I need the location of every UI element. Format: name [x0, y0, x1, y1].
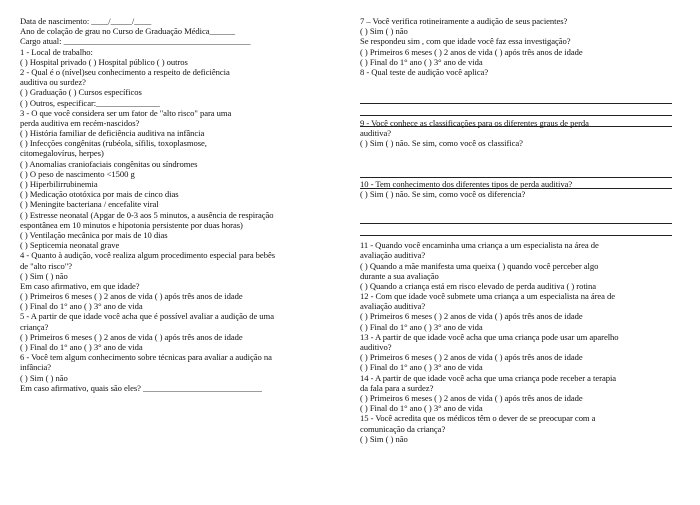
left-line-1: Ano de colação de grau no Curso de Graduação Médica______ [20, 26, 236, 37]
left-line-11: ( ) História familiar de deficiência auditiva na infância [20, 128, 205, 139]
left-line-24: de "alto risco"? [20, 260, 73, 271]
right-line-35: 14 - A partir de que idade você acha que uma criança pode receber a terapia [360, 372, 617, 383]
right-line-34: ( ) Final do 1° ano ( ) 3° ano de vida [360, 362, 483, 373]
left-line-23: 4 - Quanto à audição, você realiza algum procedimento especial para bebês [20, 250, 275, 261]
right-line-11: auditiva? [360, 128, 392, 139]
right-line-32: auditivo? [360, 342, 392, 352]
left-line-35: ( ) Sim ( ) não [20, 372, 68, 383]
right-line-3: ( ) Primeiros 6 meses ( ) 2 anos de vida ( ) após três anos de idade [360, 46, 583, 57]
right-line-25: durante a sua avaliação [360, 270, 439, 281]
right-line-40: comunicação da criança? [360, 423, 446, 434]
answer-line[interactable] [360, 235, 672, 236]
left-line-28: ( ) Final do 1° ano ( ) 3° ano de vida [20, 301, 143, 312]
right-line-4: ( ) Final do 1° ano ( ) 3° ano de vida [360, 56, 483, 67]
left-line-33: 6 - Você tem algum conhecimento sobre técnicas para avaliar a audição na [20, 352, 272, 363]
left-line-9: 3 - O que você considera ser um fator de "alto risco" para uma [20, 107, 232, 118]
right-line-22: 11 - Quando você encaminha uma criança a um especialista na área de [360, 240, 599, 251]
right-line-18 [360, 199, 680, 209]
left-line-12: ( ) Infecções congênitas (rubéola, sífilis, toxoplasmose, [20, 138, 207, 149]
right-line-0: 7 – Você verifica rotineiramente a audição de seus pacientes? [360, 16, 568, 26]
left-line-31: ( ) Primeiros 6 meses ( ) 2 anos de vida ( ) após três anos de idade [20, 331, 243, 342]
left-line-5: 2 - Qual é o (nível)seu conhecimento a respeito de deficiência [20, 66, 230, 77]
right-line-20 [360, 220, 680, 230]
right-line-33: ( ) Primeiros 6 meses ( ) 2 anos de vida ( ) após três anos de idade [360, 352, 583, 363]
questionnaire-right-column [360, 16, 680, 444]
left-line-3: 1 - Local de trabalho: [20, 46, 93, 57]
answer-line[interactable] [360, 115, 672, 116]
left-line-18: ( ) Meningite bacteriana / encefalite viral [20, 199, 159, 210]
right-line-1: ( ) Sim ( ) não [360, 26, 408, 37]
left-line-4: ( ) Hospital privado ( ) Hospital público ( ) outros [20, 56, 188, 67]
left-line-0: Data de nascimento: ____/_____/____ [20, 16, 152, 26]
answer-line[interactable] [360, 103, 672, 104]
right-line-31: 13 - A partir de que idade você acha que uma criança pode usar um aparelho [360, 331, 619, 342]
left-line-10: perda auditiva em recém-nascidos? [20, 117, 140, 128]
right-line-41: ( ) Sim ( ) não [360, 433, 408, 444]
answer-line[interactable] [360, 126, 672, 127]
right-line-38: ( ) Final do 1° ano ( ) 3° ano de vida [360, 403, 483, 414]
right-line-37: ( ) Primeiros 6 meses ( ) 2 anos de vida ( ) após três anos de idade [360, 392, 583, 403]
left-line-32: ( ) Final do 1° ano ( ) 3° ano de vida [20, 342, 143, 352]
right-line-23: avaliação auditiva? [360, 250, 426, 261]
left-line-14: ( ) Anomalias craniofaciais congênitas ou síndromes [20, 158, 198, 169]
right-line-29: ( ) Primeiros 6 meses ( ) 2 anos de vida ( ) após três anos de idade [360, 311, 583, 322]
right-line-9 [360, 108, 680, 118]
left-line-16: ( ) Hiperbilirrubinemia [20, 179, 98, 189]
answer-line[interactable] [360, 177, 672, 178]
left-line-30: criança? [20, 321, 49, 332]
right-line-14 [360, 159, 680, 169]
left-line-17: ( ) Medicação ototóxica por mais de cinco dias [20, 189, 179, 200]
left-line-8: ( ) Outros, especificar:_______________ [20, 97, 160, 108]
right-line-39: 15 - Você acredita que os médicos têm o dever de se preocupar com a [360, 413, 596, 424]
right-line-13 [360, 148, 680, 158]
right-line-30: ( ) Final do 1° ano ( ) 3° ano de vida [360, 321, 483, 332]
right-line-6 [360, 77, 680, 87]
left-line-25: ( ) Sim ( ) não [20, 270, 68, 281]
right-line-16: 10 - Tem conhecimento dos diferentes tipos de perda auditiva? [360, 179, 573, 189]
left-line-27: ( ) Primeiros 6 meses ( ) 2 anos de vida ( ) após três anos de idade [20, 291, 243, 302]
left-line-21: ( ) Ventilação mecânica por mais de 10 dias [20, 229, 168, 240]
left-line-29: 5 - A partir de que idade você acha que é possível avaliar a audição de uma [20, 311, 274, 322]
right-line-26: ( ) Quando a criança está em risco elevado de perda auditiva ( ) rotina [360, 280, 597, 291]
left-line-15: ( ) O peso de nascimento <1500 g [20, 168, 135, 179]
left-line-20: espontânea em 10 minutos e hipotonia persistente por duas horas) [20, 219, 243, 230]
right-line-10: 9 - Você conhece as classificações para os diferentes graus de perda [360, 117, 589, 128]
right-line-19 [360, 210, 680, 220]
right-line-24: ( ) Quando a mãe manifesta uma queixa ( ) quando você perceber algo [360, 260, 599, 271]
right-line-27: 12 - Com que idade você submete uma criança a um especialista na área de [360, 291, 616, 302]
right-line-17: ( ) Sim ( ) não. Se sim, como você os diferencia? [360, 189, 526, 200]
right-line-36: da fala para a surdez? [360, 382, 434, 393]
left-line-7: ( ) Graduação ( ) Cursos específicos [20, 87, 142, 98]
left-line-19: ( ) Estresse neonatal (Apgar de 0-3 aos 5 minutos, a ausência de respiração [20, 209, 274, 220]
left-line-13: citomegalovírus, herpes) [20, 148, 104, 159]
left-line-2: Cargo atual: ____________________________________________ [20, 36, 251, 47]
left-line-6: auditiva ou surdez? [20, 77, 86, 88]
left-line-36: Em caso afirmativo, quais são eles? ____________________________ [20, 382, 262, 393]
right-line-12: ( ) Sim ( ) não. Se sim, como você os classifica? [360, 138, 523, 149]
answer-line[interactable] [360, 188, 672, 189]
right-line-2: Se respondeu sim , com que idade você faz essa investigação? [360, 36, 571, 47]
left-line-22: ( ) Septicemia neonatal grave [20, 240, 120, 251]
questionnaire-left-column [20, 16, 340, 393]
right-line-28: avaliação auditiva? [360, 301, 426, 312]
left-line-34: infância? [20, 362, 52, 373]
left-line-26: Em caso afirmativo, em que idade? [20, 280, 140, 291]
right-line-7 [360, 87, 680, 97]
answer-line[interactable] [360, 223, 672, 224]
right-line-5: 8 - Qual teste de audição você aplica? [360, 66, 489, 77]
